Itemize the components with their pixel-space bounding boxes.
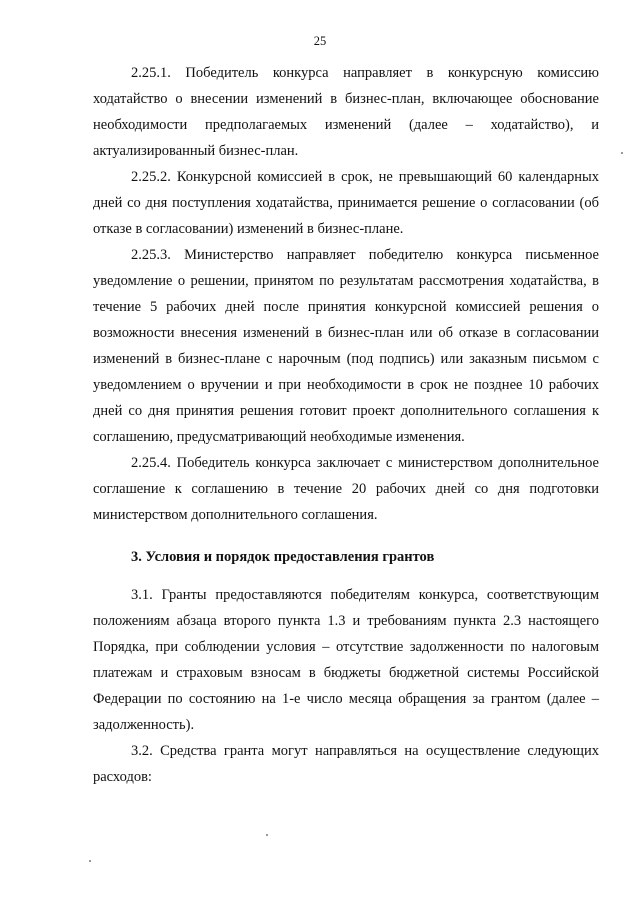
scan-speck [621, 152, 623, 154]
document-body [93, 60, 599, 790]
paragraph-2-25-3: 2.25.3. Министерство направляет победителю конкурса письменное уведомление о решении, принятом по результатам рассмотрения ходатайства, в течение 5 рабочих дней после принятия конкурсной комиссией решения о возможности внесения изменений в бизнес-план или об отказе в согласовании изменений в бизнес-плане с нарочным (под подпись) или заказным письмом с уведомлением о вручении и при необходимости в срок не позднее 10 рабочих дней со дня принятия решения готовит проект дополнительного соглашения к соглашению, предусматривающий необходимые изменения. [93, 247, 599, 445]
paragraph-2-25-4: 2.25.4. Победитель конкурса заключает с министерством дополнительное соглашение к соглашению в течение 20 рабочих дней со дня подготовки министерством дополнительного соглашения. [93, 455, 599, 523]
section-heading: 3. Условия и порядок предоставления грантов [131, 549, 435, 565]
page-number: 25 [313, 34, 327, 48]
scan-speck [89, 860, 91, 862]
paragraph-2-25-1: 2.25.1. Победитель конкурса направляет в конкурсную комиссию ходатайство о внесении изменений в бизнес-план, включающее обоснование необходимости предполагаемых изменений (далее – ходатайство), и актуализированный бизнес-план. [93, 65, 599, 159]
paragraph-3-2: 3.2. Средства гранта могут направляться на осуществление следующих расходов: [93, 743, 599, 785]
paragraph-2-25-2: 2.25.2. Конкурсной комиссией в срок, не превышающий 60 календарных дней со дня поступления ходатайства, принимается решение о согласовании (об отказе в согласовании) изменений в бизнес-плане. [93, 169, 599, 237]
paragraph-3-1: 3.1. Гранты предоставляются победителям конкурса, соответствующим положениям абзаца второго пункта 1.3 и требованиям пункта 2.3 настоящего Порядка, при соблюдении условия – отсутствие задолженности по налоговым платежам и страховым взносам в бюджеты бюджетной системы Российской Федерации по состоянию на 1-е число месяца обращения за грантом (далее – задолженность). [93, 587, 599, 733]
scan-speck [266, 834, 268, 836]
